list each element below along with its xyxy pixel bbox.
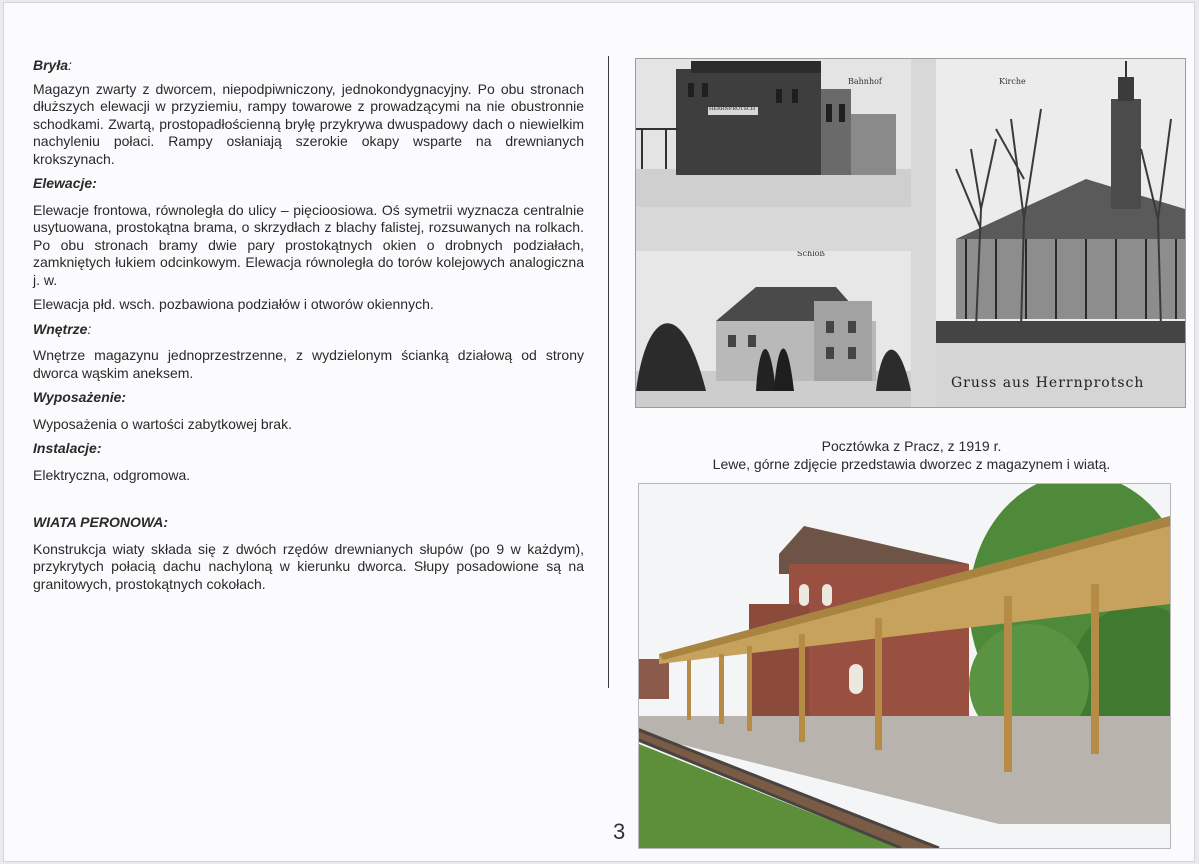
heading-text: WIATA PERONOWA: — [33, 514, 169, 530]
postcard-caption — [644, 437, 1179, 473]
label-schloss: Schloß — [797, 251, 825, 258]
paragraph-elewacje-1: Elewacje frontowa, równoległa do ulicy – pięcioosiowa. Oś symetrii wyznacza centralnie usytuowana, prostokątna brama, o skrzydłach z blachy falistej, rozsuwanych na rolkach. Po obu stronach bramy dwie pary prostokątnych okien o drobnych podziałach, zamkniętych łukiem odcinkowym. Elewacja równoległa do torów kolejowych analogiczna j. w. — [33, 201, 584, 288]
document-page — [4, 3, 1194, 861]
heading-colon: : — [87, 320, 92, 337]
label-bahnhof: Bahnhof — [848, 77, 882, 86]
paragraph-wyposazenie: Wyposażenia o wartości zabytkowej brak. — [33, 415, 292, 432]
heading-text: Bryła — [33, 57, 69, 73]
section-heading-elewacje — [33, 175, 584, 193]
heading-text: Wnętrze — [33, 320, 88, 337]
section-heading-bryla — [33, 57, 584, 75]
postcard-greeting: Gruss aus Herrnprotsch — [951, 375, 1145, 391]
paragraph-elewacje-2: Elewacja płd. wsch. pozbawiona podziałów i otworów okiennych. — [33, 296, 434, 312]
heading-text: Elewacje: — [33, 175, 97, 191]
section-heading-instalacje — [33, 440, 584, 458]
caption-line-1: Pocztówka z Pracz, z 1919 r. — [821, 438, 1002, 454]
section-heading-wiata — [33, 514, 584, 532]
paragraph-wnetrze: Wnętrze magazynu jednoprzestrzenne, z wydzielonym ścianką działową od strony dworca wąskim aneksem. — [33, 347, 584, 381]
platform-canopy-photo — [638, 483, 1171, 849]
station-sign: HERRNPROTSCH — [709, 106, 756, 112]
heading-text: Wyposażenie: — [33, 389, 127, 405]
heading-colon: : — [68, 57, 72, 73]
section-heading-wyposazenie — [33, 389, 584, 407]
text-column — [33, 52, 584, 600]
column-divider — [608, 56, 609, 688]
page-number: 3 — [613, 819, 626, 844]
section-heading-wnetrze — [33, 321, 584, 339]
paragraph-wiata: Konstrukcja wiaty składa się z dwóch rzędów drewnianych słupów (po 9 w każdym), przykrytych połacią dachu nachyloną w kierunku dworca. Słupy posadowione są na granitowych, prostokątnych cokołach. — [33, 540, 584, 592]
heading-text: Instalacje: — [33, 440, 102, 456]
postcard-station-photo — [636, 59, 911, 207]
label-kirche: Kirche — [999, 77, 1026, 86]
paragraph-instalacje: Elektryczna, odgromowa. — [33, 466, 191, 483]
postcard-manor-photo — [636, 251, 911, 407]
caption-line-2: Lewe, górne zdjęcie przedstawia dworzec z magazynem i wiatą. — [712, 456, 1111, 472]
paragraph-bryla: Magazyn zwarty z dworcem, niepodpiwniczony, jednokondygnacyjny. Po obu stronach dłuższych elewacji w przyziemiu, rampy towarowe z prowadzącymi na nie obustronnie schodkami. Zwartą, prostopadłościenną bryłę przykrywa dwuspadowy dach o niewielkim nachyleniu połaci. Rampy osłaniają szerokie okapy wsparte na drewnianych krokszynach. — [33, 80, 584, 167]
postcard-church-photo — [936, 59, 1185, 407]
historic-postcard — [635, 58, 1186, 408]
